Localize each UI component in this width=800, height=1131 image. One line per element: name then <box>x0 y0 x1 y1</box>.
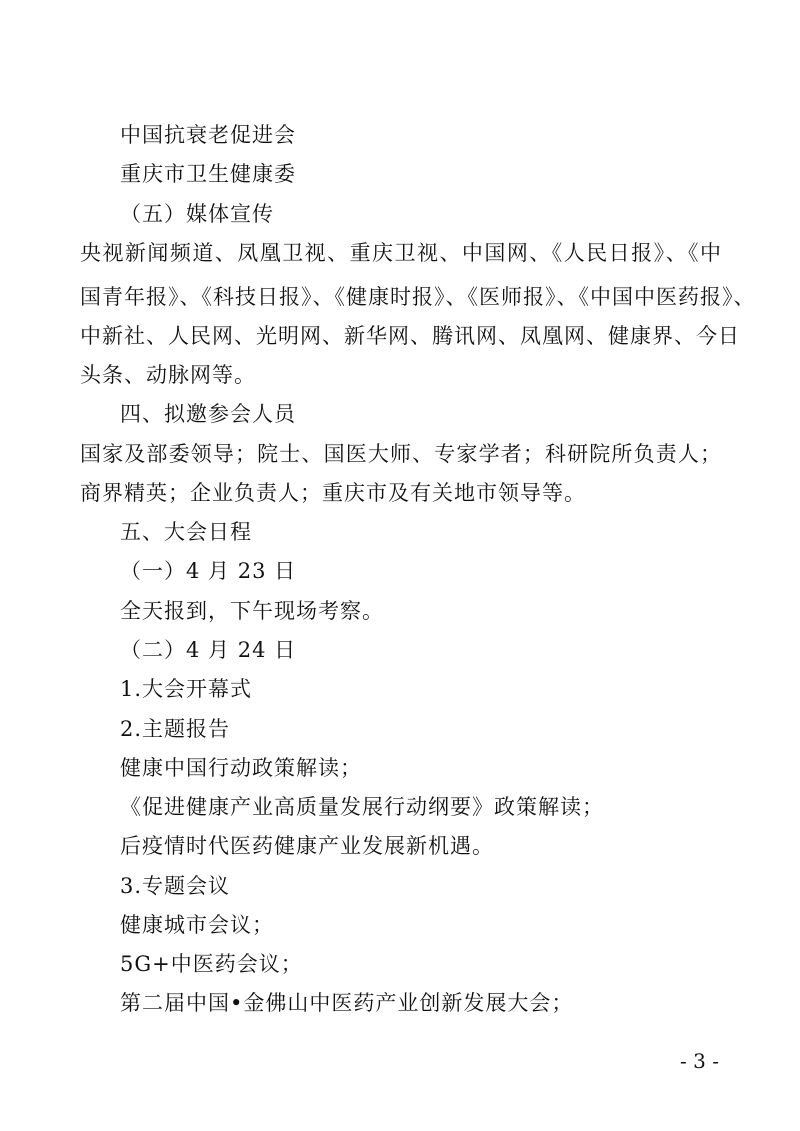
agenda-item: 3.专题会议 <box>120 874 231 898</box>
agenda-item: 2.主题报告 <box>120 717 231 741</box>
text-line: 中国抗衰老促进会 <box>120 123 296 147</box>
text-line: 商界精英；企业负责人；重庆市及有关地市领导等。 <box>80 481 586 505</box>
text-line: 第二届中国•金佛山中医药产业创新发展大会； <box>120 991 574 1015</box>
text-line: 《促进健康产业高质量发展行动纲要》政策解读； <box>120 795 604 819</box>
text-line: 国青年报》、《科技日报》、《健康时报》、《医师报》、《中国中医药报》、 <box>80 285 756 309</box>
text-line: 健康中国行动政策解读； <box>120 756 362 780</box>
text-line: 央视新闻频道、凤凰卫视、重庆卫视、中国网、《人民日报》、《中 <box>80 241 722 265</box>
text-line: 头条、动脉网等。 <box>80 363 256 387</box>
text-line: 中新社、人民网、光明网、新华网、腾讯网、凤凰网、健康界、今日 <box>80 324 740 348</box>
text-line: 全天报到，下午现场考察。 <box>120 599 384 623</box>
date-heading: （一）4 月 23 日 <box>120 559 297 583</box>
text-line: 5G+中医药会议； <box>120 952 303 976</box>
section-heading: 五、大会日程 <box>120 520 252 544</box>
text-line: 国家及部委领导；院士、国医大师、专家学者；科研院所负责人； <box>80 442 722 466</box>
section-heading: 四、拟邀参会人员 <box>120 402 296 426</box>
agenda-item: 1.大会开幕式 <box>120 677 253 701</box>
section-heading: （五）媒体宣传 <box>120 202 274 226</box>
page-number: - 3 - <box>680 1049 719 1073</box>
text-line: 后疫情时代医药健康产业发展新机遇。 <box>120 834 494 858</box>
text-line: 健康城市会议； <box>120 913 274 937</box>
date-heading: （二）4 月 24 日 <box>120 638 297 662</box>
text-line: 重庆市卫生健康委 <box>120 162 296 186</box>
